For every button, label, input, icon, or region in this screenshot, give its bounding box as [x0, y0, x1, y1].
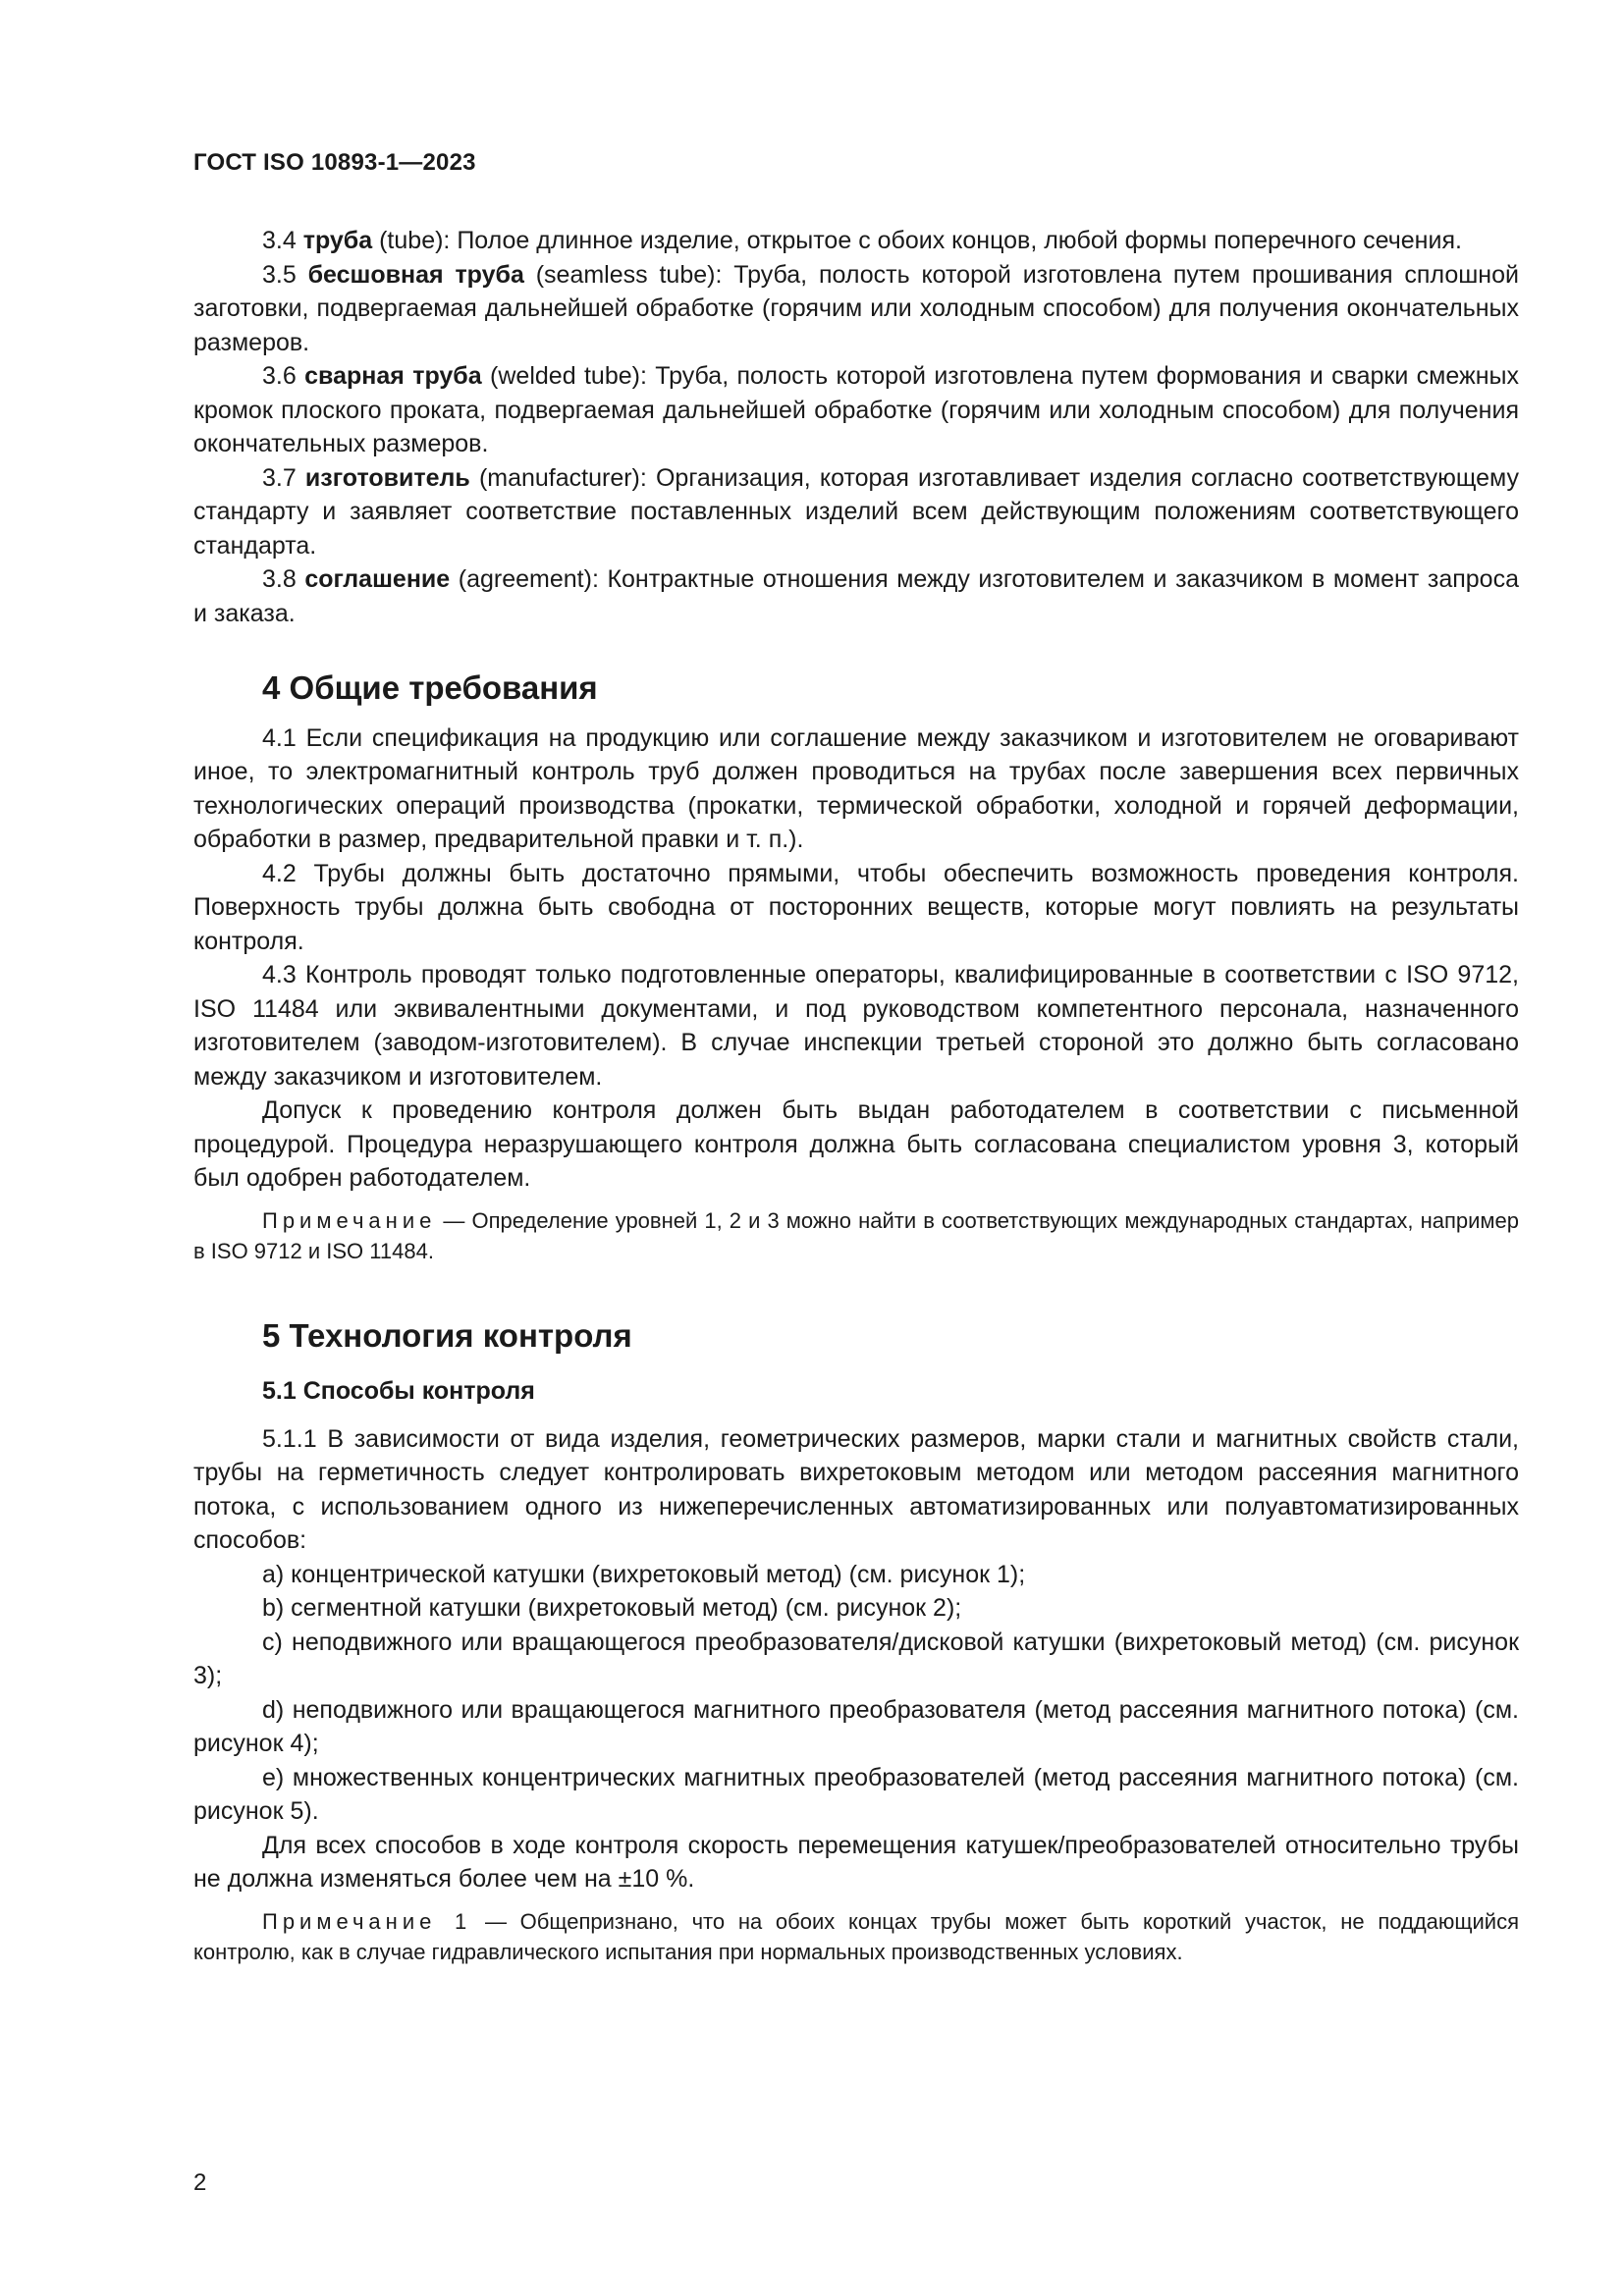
definition-number: 3.4 [262, 227, 297, 254]
section-5-1-heading: 5.1 Способы контроля [262, 1377, 535, 1405]
note-text: — Общепризнано, что на обоих концах трубы может быть короткий участок, не поддающийся контролю, как в случае гидравлического испытания при нормальных производственных условиях. [193, 1908, 1519, 1964]
definition-text: : Полое длинное изделие, открытое с обоих концов, любой формы поперечного сечения. [443, 227, 1462, 254]
definition-3-5 [193, 258, 1519, 360]
definition-text: : Труба, полость которой изготовлена путем прошивания сплошной заготовки, подвергаемая дальнейшей обработке (горячим или холодным способом) для получения окончательных размеров. [193, 260, 1519, 356]
section-5-note [193, 1906, 1519, 1967]
list-item: b) сегментной катушки (вихретоковый метод) (см. рисунок 2); [262, 1594, 962, 1622]
note-label: Примечание [262, 1207, 437, 1233]
note-text: — Определение уровней 1, 2 и 3 можно найти в соответствующих международных стандартах, например в ISO 9712 и ISO 11484. [193, 1207, 1519, 1263]
definition-number: 3.8 [262, 565, 297, 593]
note-label: Примечание 1 [262, 1908, 472, 1934]
definition-term: сварная труба [304, 362, 482, 390]
section-4-paragraph: 4.1 Если спецификация на продукцию или соглашение между заказчиком и изготовителем не оговаривают иное, то электромагнитный контроль труб должен проводиться на трубах после завершения всех первичных технологических операций производства (прокатки, термической обработки, холодной и горячей деформации, обработки в размер, предварительной правки и т. п.). [193, 723, 1519, 853]
definition-3-4 [193, 224, 1519, 258]
definition-3-6 [193, 359, 1519, 461]
section-4-paragraph: 4.3 Контроль проводят только подготовленные операторы, квалифицированные в соответствии с ISO 9712, ISO 11484 или эквивалентными документами, и под руководством компетентного персонала, назначенного изготовителем (заводом-изготовителем). В случае инспекции третьей стороной это должно быть согласовано между заказчиком и изготовителем. [193, 961, 1519, 1091]
definition-3-8 [193, 562, 1519, 630]
section-4-note [193, 1205, 1519, 1266]
definition-text: : Труба, полость которой изготовлена путем формования и сварки смежных кромок плоского проката, подвергаемая дальнейшей обработке (горячим или холодным способом) для получения окончательных размеров. [193, 362, 1519, 457]
definition-english: (manufacturer) [478, 463, 640, 492]
section-5-paragraph: 5.1.1 В зависимости от вида изделия, геометрических размеров, марки стали и магнитных свойств стали, трубы на герметичность следует контролировать вихретоковым методом или методом рассеяния магнитного потока, с использованием одного из нижеперечисленных автоматизированных или полуавтоматизированных способов: [193, 1424, 1519, 1554]
document-header: ГОСТ ISO 10893-1—2023 [193, 149, 476, 176]
definition-3-7 [193, 461, 1519, 563]
definition-term: изготовитель [304, 463, 470, 492]
section-4-paragraph: Допуск к проведению контроля должен быть выдан работодателем в соответствии с письменной процедурой. Процедура неразрушающего контроля должна быть согласована специалистом уровня 3, который был одобрен работодателем. [193, 1096, 1519, 1192]
document-body [193, 224, 1519, 1967]
definition-text: : Организация, которая изготавливает изделия согласно соответствующему стандарту и заявляет соответствие поставленных изделий всем действующим положениям соответствующего стандарта. [193, 463, 1519, 560]
section-5-paragraph: Для всех способов в ходе контроля скорость перемещения катушек/преобразователей относительно трубы не должна изменяться более чем на ±10 %. [193, 1831, 1519, 1893]
definition-number: 3.7 [262, 463, 297, 492]
definition-number: 3.6 [262, 362, 297, 390]
page-number: 2 [193, 2169, 207, 2196]
section-4-paragraph: 4.2 Трубы должны быть достаточно прямыми, чтобы обеспечить возможность проведения контроля. Поверхность трубы должна быть свободна от посторонних веществ, которые могут повлиять на результаты контроля. [193, 859, 1519, 955]
definition-term: бесшовная труба [307, 260, 524, 289]
definition-term: соглашение [304, 565, 451, 593]
list-item: d) неподвижного или вращающегося магнитного преобразователя (метод рассеяния магнитного потока) (см. рисунок 4); [193, 1695, 1519, 1757]
definition-english: (seamless tube) [535, 260, 716, 289]
definition-english: (agreement) [458, 565, 592, 593]
list-item: c) неподвижного или вращающегося преобразователя/дисковой катушки (вихретоковый метод) (см. рисунок 3); [193, 1628, 1519, 1689]
section-4-heading: 4 Общие требования [262, 669, 598, 706]
definition-text: : Контрактные отношения между изготовителем и заказчиком в момент запроса и заказа. [193, 565, 1519, 627]
definition-english: (tube) [379, 227, 444, 254]
definition-number: 3.5 [262, 260, 297, 289]
list-item: a) концентрической катушки (вихретоковый метод) (см. рисунок 1); [262, 1560, 1026, 1588]
definition-term: труба [302, 227, 373, 254]
section-5-heading: 5 Технология контроля [262, 1316, 632, 1354]
definition-english: (welded tube) [490, 362, 640, 390]
list-item: e) множественных концентрических магнитных преобразователей (метод рассеяния магнитного потока) (см. рисунок 5). [193, 1763, 1519, 1825]
